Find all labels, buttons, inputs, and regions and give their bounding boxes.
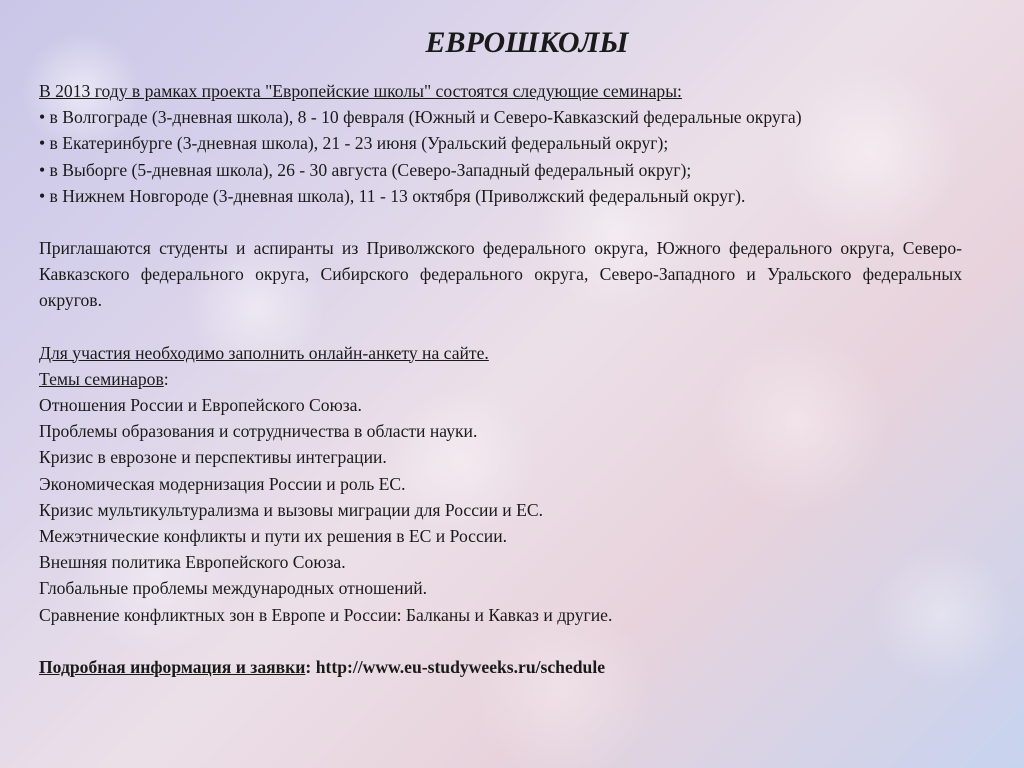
participation-link[interactable]: Для участия необходимо заполнить онлайн-анкету на сайте. [39, 342, 489, 363]
info-url-link[interactable]: http://www.eu-studyweeks.ru/schedule [315, 656, 606, 677]
topics-label: Темы семинаров [39, 368, 164, 389]
topic-item: Межэтнические конфликты и пути их решения в ЕС и России. [39, 526, 508, 547]
topic-item: Глобальные проблемы международных отношений. [39, 578, 428, 599]
topic-item: Сравнение конфликтных зон в Европе и России: Балканы и Кавказ и другие. [39, 604, 613, 625]
page-title: ЕВРОШКОЛЫ [425, 26, 629, 59]
info-line [39, 654, 962, 680]
topic-item: Кризис в еврозоне и перспективы интеграции. [39, 447, 387, 468]
topics-colon: : [163, 368, 169, 389]
topics-heading [39, 366, 962, 392]
info-label: Подробная информация и заявки [39, 656, 306, 677]
topic-item: Кризис мультикультурализма и вызовы миграции для России и ЕС. [39, 499, 543, 520]
seminar-item-nizhny-novgorod: • в Нижнем Новгороде (3-дневная школа), 11 - 13 октября (Приволжский федеральный округ). [39, 185, 746, 206]
seminar-item-vyborg: • в Выборге (5-дневная школа), 26 - 30 августа (Северо-Западный федеральный округ); [39, 159, 692, 180]
topic-item: Проблемы образования и сотрудничества в области науки. [39, 421, 478, 442]
slide-body [39, 78, 962, 680]
seminar-item-ekaterinburg: • в Екатеринбурге (3-дневная школа), 21 - 23 июня (Уральский федеральный округ); [39, 133, 669, 154]
invitation-paragraph: Приглашаются студенты и аспиранты из Приволжского федерального округа, Южного федерального округа, Северо-Кавказского федерального округа, Сибирского федерального округа, Северо-Западного и Уральского федеральных округов. [39, 238, 962, 311]
topic-item: Внешняя политика Европейского Союза. [39, 552, 346, 573]
topic-item: Отношения России и Европейского Союза. [39, 395, 362, 416]
intro-text: В 2013 году в рамках проекта "Европейские школы" состоятся следующие семинары: [39, 81, 682, 101]
seminar-item-volgograd: • в Волгограде (3-дневная школа), 8 - 10 февраля (Южный и Северо-Кавказский федеральные округа) [39, 107, 802, 128]
info-colon: : [305, 656, 316, 677]
topic-item: Экономическая модернизация России и роль ЕС. [39, 473, 406, 494]
